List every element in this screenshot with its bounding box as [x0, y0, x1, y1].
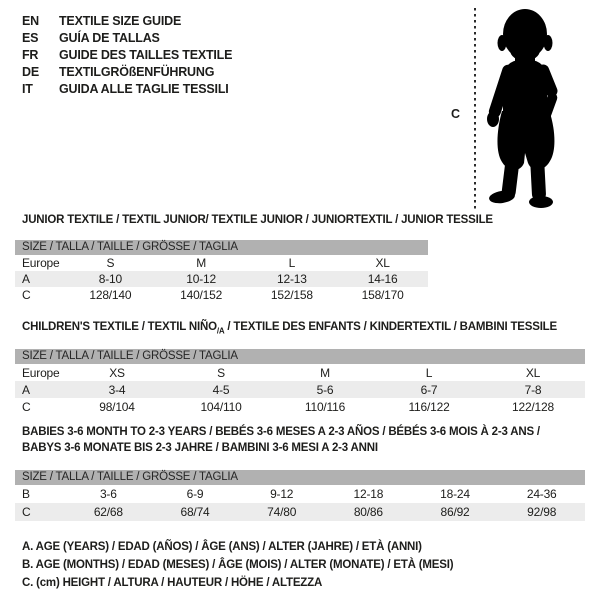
- size-cell: 152/158: [270, 288, 313, 302]
- size-cell: M: [320, 365, 330, 380]
- table-row-height: [15, 398, 585, 415]
- size-cell: 6-9: [186, 487, 204, 501]
- row-label: C: [22, 505, 31, 519]
- size-header-bar: SIZE / TALLA / TAILLE / GRÖSSE / TAGLIA: [15, 349, 585, 364]
- size-cell: 6-7: [420, 382, 438, 397]
- size-cell: L: [425, 365, 433, 380]
- size-cell: XL: [375, 256, 390, 270]
- size-cell: 5-6: [316, 382, 334, 397]
- row-label: A: [22, 382, 30, 397]
- language-row-fr: [22, 47, 232, 64]
- height-measure-line: [474, 8, 476, 209]
- size-cell: 128/140: [89, 288, 132, 302]
- size-cell: 12-18: [353, 487, 384, 501]
- table-row-age: [15, 381, 585, 398]
- size-cell: 9-12: [270, 487, 294, 501]
- language-row-de: [22, 64, 232, 81]
- size-cell: 62/68: [93, 505, 123, 519]
- babies-size-table: [15, 470, 585, 521]
- language-code: IT: [22, 82, 33, 96]
- size-cell: 3-4: [108, 382, 126, 397]
- table-row-age: [15, 271, 428, 287]
- size-cell: 68/74: [180, 505, 210, 519]
- legend-note-b: B. AGE (MONTHS) / EDAD (MESES) / ÂGE (MOIS) / ALTER (MONATE) / ETÀ (MESI): [22, 559, 454, 571]
- table-row-height: [15, 503, 585, 521]
- size-cell: 122/128: [512, 399, 554, 414]
- legend-note-a: A. AGE (YEARS) / EDAD (AÑOS) / ÂGE (ANS) / ALTER (JAHRE) / ETÀ (ANNI): [22, 541, 422, 553]
- junior-table-title: JUNIOR TEXTILE / TEXTIL JUNIOR/ TEXTILE JUNIOR / JUNIORTEXTIL / JUNIOR TESSILE: [22, 214, 493, 226]
- size-cell: 92/98: [527, 505, 557, 519]
- size-cell: 24-36: [526, 487, 557, 501]
- baby-silhouette-icon: [479, 7, 572, 209]
- size-cell: 116/122: [408, 399, 450, 414]
- size-cell: 80/86: [353, 505, 383, 519]
- size-cell: 18-24: [440, 487, 470, 501]
- size-cell: 98/104: [99, 399, 135, 414]
- table-row-europe: [15, 255, 428, 271]
- babies-table-title-line1: BABIES 3-6 MONTH TO 2-3 YEARS / BEBÉS 3-6 MESES A 2-3 AÑOS / BÉBÉS 3-6 MOIS À 2-3 ANS /: [22, 426, 540, 438]
- height-marker-label: C: [451, 107, 460, 121]
- language-code: EN: [22, 14, 39, 28]
- legend-notes: [22, 538, 453, 592]
- language-code: FR: [22, 48, 39, 62]
- language-title: GUIDA ALLE TAGLIE TESSILI: [59, 82, 229, 96]
- language-title: TEXTILGRÖßENFÜHRUNG: [59, 65, 215, 79]
- size-cell: 110/116: [304, 399, 346, 414]
- row-label: C: [22, 288, 31, 302]
- language-title-block: [22, 13, 232, 98]
- row-label: Europe: [22, 256, 60, 270]
- size-cell: 158/170: [361, 288, 404, 302]
- size-header-bar: SIZE / TALLA / TAILLE / GRÖSSE / TAGLIA: [15, 240, 428, 255]
- size-cell: 14-16: [367, 272, 398, 286]
- legend-note-c: C. (cm) HEIGHT / ALTURA / HAUTEUR / HÖHE / ALTEZZA: [22, 577, 323, 589]
- language-code: DE: [22, 65, 39, 79]
- language-title: TEXTILE SIZE GUIDE: [59, 14, 182, 28]
- size-cell: M: [196, 256, 207, 270]
- size-cell: 74/80: [267, 505, 297, 519]
- language-row-it: [22, 81, 232, 98]
- size-cell: XL: [525, 365, 541, 380]
- row-label: Europe: [22, 365, 60, 380]
- row-label: A: [22, 272, 30, 286]
- row-label: C: [22, 399, 31, 414]
- size-cell: 104/110: [200, 399, 242, 414]
- children-title-subscript: /A: [216, 326, 225, 336]
- babies-table-title-line2: BABYS 3-6 MONATE BIS 2-3 JAHRE / BAMBINI 3-6 MESI A 2-3 ANNI: [22, 442, 378, 454]
- language-row-en: [22, 13, 232, 30]
- children-size-table: [15, 349, 585, 415]
- table-row-age-months: [15, 485, 585, 503]
- table-row-height: [15, 287, 428, 303]
- size-cell: L: [288, 256, 296, 270]
- size-cell: S: [217, 365, 225, 380]
- size-cell: 4-5: [212, 382, 230, 397]
- language-code: ES: [22, 31, 39, 45]
- row-label: B: [22, 487, 30, 501]
- language-title: GUÍA DE TALLAS: [59, 31, 160, 45]
- language-title: GUIDE DES TAILLES TEXTILE: [59, 48, 233, 62]
- size-cell: 8-10: [98, 272, 122, 286]
- junior-size-table: [15, 240, 428, 303]
- size-cell: 10-12: [186, 272, 216, 286]
- size-cell: 12-13: [277, 272, 307, 286]
- table-row-europe: [15, 364, 585, 381]
- size-cell: XS: [109, 365, 125, 380]
- children-title-post: / TEXTILE DES ENFANTS / KINDERTEXTIL / BAMBINI TESSILE: [224, 321, 557, 333]
- language-row-es: [22, 30, 232, 47]
- size-header-bar: SIZE / TALLA / TAILLE / GRÖSSE / TAGLIA: [15, 470, 585, 485]
- size-cell: 86/92: [440, 505, 470, 519]
- size-cell: 7-8: [524, 382, 542, 397]
- size-cell: 3-6: [99, 487, 117, 501]
- children-table-title: [22, 321, 557, 335]
- size-cell: 140/152: [180, 288, 223, 302]
- children-title-pre: CHILDREN'S TEXTILE / TEXTIL NIÑO: [22, 321, 217, 333]
- size-cell: S: [106, 256, 115, 270]
